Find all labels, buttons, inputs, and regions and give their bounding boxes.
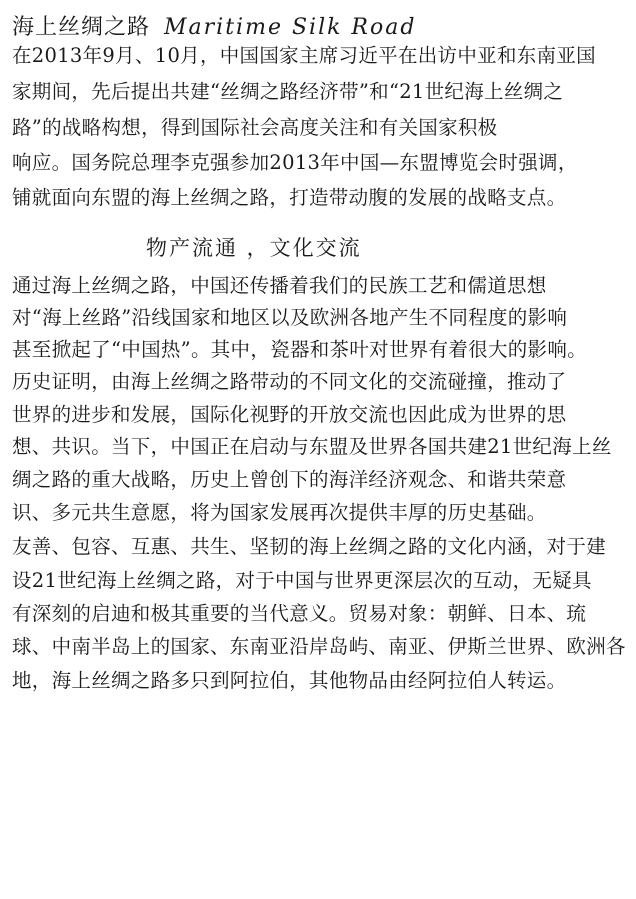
paragraph2-line-3: 甚至掀起了“中国热”。其中，瓷器和茶叶对世界有着很大的影响。: [12, 338, 587, 361]
section-subheading: 物产流通 ，文化交流: [146, 236, 362, 260]
paragraph2-line-6: 想、共识。当下，中国正在启动与东盟及世界各国共建21世纪海上丝: [12, 435, 612, 458]
paragraph2-line-4: 历史证明，由海上丝绸之路带动的不同文化的交流碰撞，推动了: [12, 370, 567, 393]
paragraph2-line-11: 有深刻的启迪和极其重要的当代意义。贸易对象：朝鲜、日本、琉: [12, 602, 587, 625]
paragraph2-line-9: 友善、包容、互惠、共生、坚韧的海上丝绸之路的文化内涵，对于建: [12, 535, 607, 558]
paragraph1-line-4: 响应。国务院总理李克强参加2013年中国—东盟博览会时强调，: [12, 151, 578, 174]
paragraph1-line-1: 在2013年9月、10月，中国国家主席习近平在出访中亚和东南亚国: [12, 44, 596, 67]
paragraph2-line-12: 球、中南半岛上的国家、东南亚沿岸岛屿、南亚、伊斯兰世界、欧洲各: [12, 635, 626, 658]
paragraph2-line-8: 识、多元共生意愿，将为国家发展再次提供丰厚的历史基础。: [12, 501, 547, 524]
paragraph2-line-13: 地，海上丝绸之路多只到阿拉伯，其他物品由经阿拉伯人转运。: [12, 669, 567, 692]
page-title: [12, 10, 416, 41]
paragraph2-line-10: 设21世纪海上丝绸之路，对于中国与世界更深层次的互动，无疑具: [12, 569, 592, 592]
title-chinese: 海上丝绸之路: [12, 15, 151, 40]
paragraph2-line-1: 通过海上丝绸之路，中国还传播着我们的民族工艺和儒道思想: [12, 274, 547, 297]
paragraph2-line-7: 绸之路的重大战略，历史上曾创下的海洋经济观念、和谐共荣意: [12, 468, 567, 491]
paragraph1-line-3: 路”的战略构想，得到国际社会高度关注和有关国家积极: [12, 116, 498, 139]
paragraph1-line-2: 家期间，先后提出共建“丝绸之路经济带”和“21世纪海上丝绸之: [12, 80, 564, 103]
title-english: Maritime Silk Road: [164, 15, 417, 40]
paragraph2-line-2: 对“海上丝路”沿线国家和地区以及欧洲各地产生不同程度的影响: [12, 306, 568, 329]
paragraph1-line-5: 铺就面向东盟的海上丝绸之路，打造带动腹的发展的战略支点。: [12, 186, 567, 209]
paragraph2-line-5: 世界的进步和发展，国际化视野的开放交流也因此成为世界的思: [12, 403, 567, 426]
